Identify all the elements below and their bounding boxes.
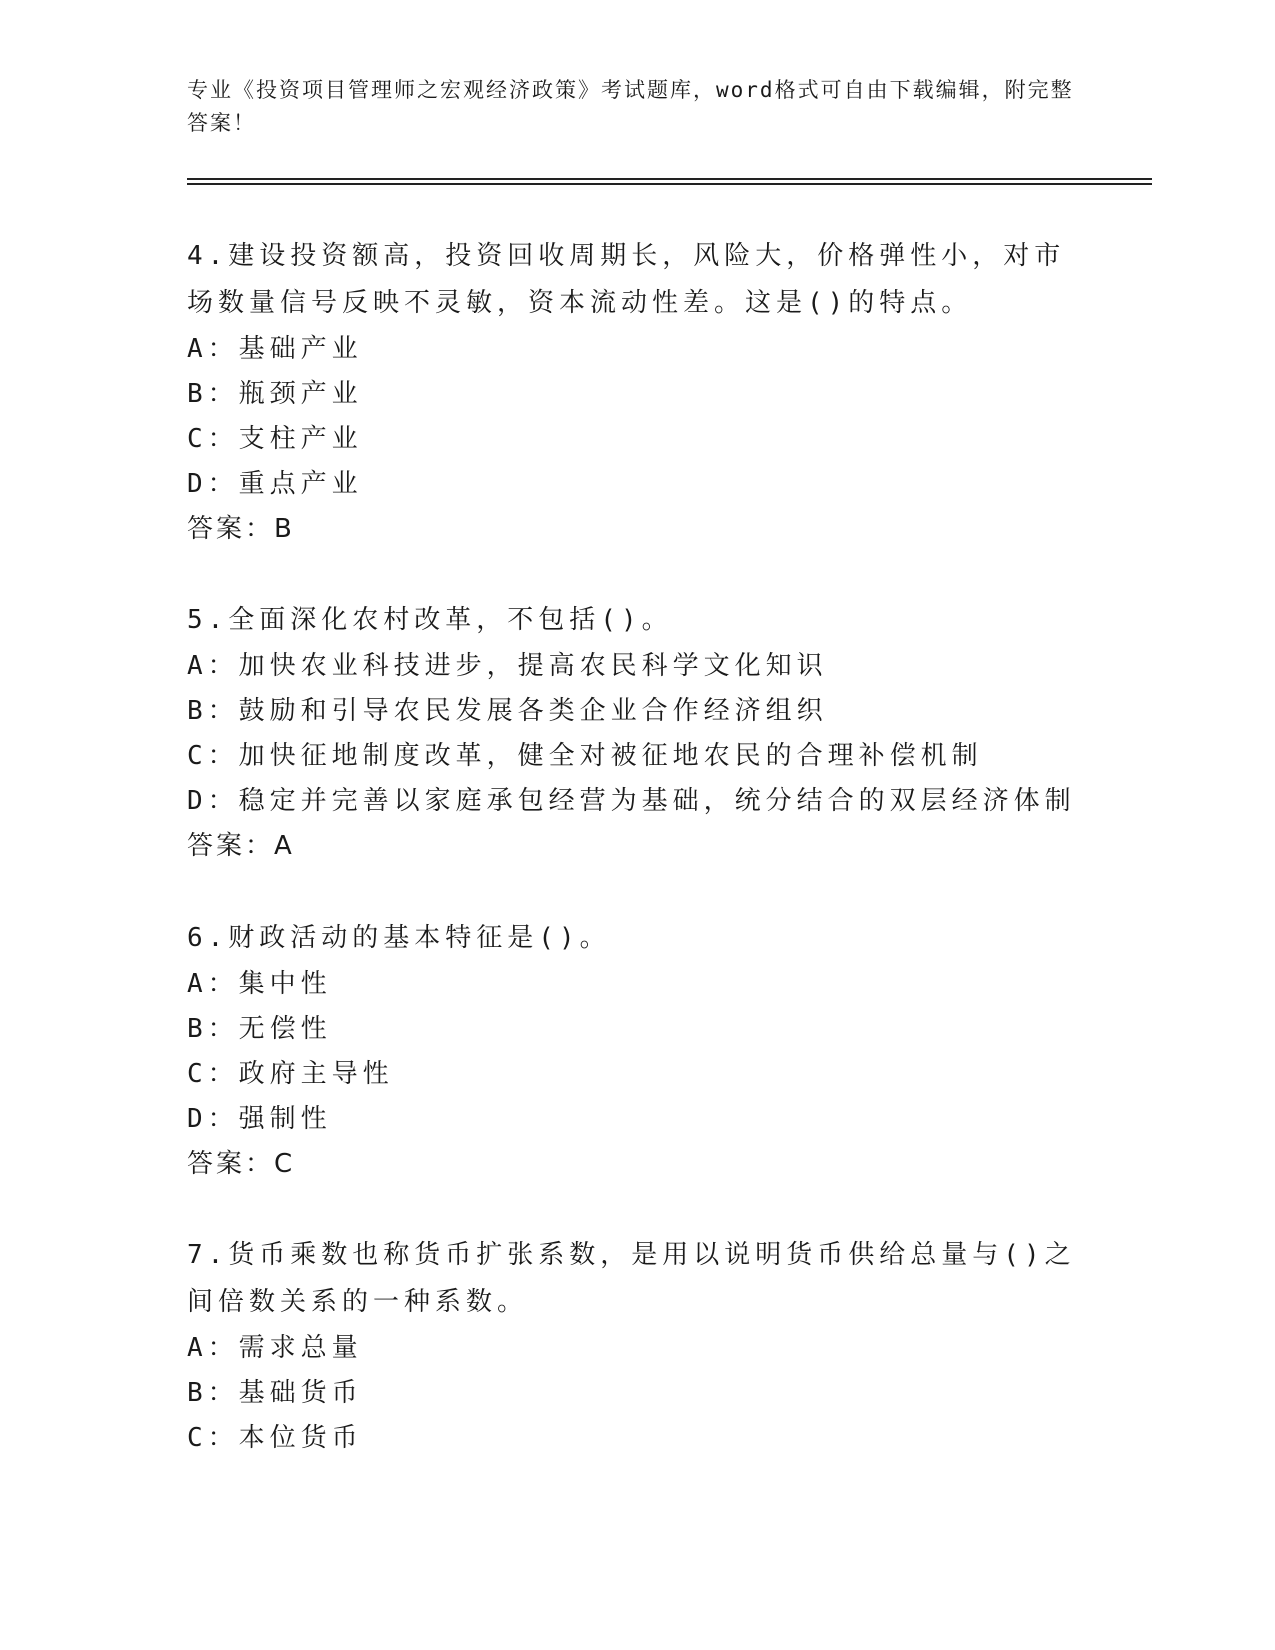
question-stem: 7.货币乘数也称货币扩张系数，是用以说明货币供给总量与()之间倍数关系的一种系数。 <box>187 1240 1076 1317</box>
header-divider-bottom <box>187 183 1152 185</box>
question-7 <box>187 1232 1087 1461</box>
option-d: D：重点产业 <box>187 469 363 499</box>
header-divider-top <box>187 178 1152 180</box>
option-b: B：瓶颈产业 <box>187 379 363 409</box>
option-a: A：加快农业科技进步，提高农民科学文化知识 <box>187 651 828 681</box>
answer: 答案：A <box>187 831 295 861</box>
question-stem: 6.财政活动的基本特征是()。 <box>187 923 611 953</box>
answer: 答案：C <box>187 1149 296 1179</box>
question-4 <box>187 233 1087 552</box>
question-6 <box>187 915 1087 1187</box>
option-b: B：基础货币 <box>187 1378 363 1408</box>
option-c: C：加快征地制度改革，健全对被征地农民的合理补偿机制 <box>187 741 983 771</box>
option-a: A：需求总量 <box>187 1333 363 1363</box>
option-b: B：鼓励和引导农民发展各类企业合作经济组织 <box>187 696 828 726</box>
question-stem: 5.全面深化农村改革，不包括()。 <box>187 605 673 635</box>
option-a: A：集中性 <box>187 969 332 999</box>
option-c: C：本位货币 <box>187 1423 363 1453</box>
option-a: A：基础产业 <box>187 334 363 364</box>
document-header: 专业《投资项目管理师之宏观经济政策》考试题库，word格式可自由下载编辑，附完整答案！ <box>187 78 1074 135</box>
option-c: C：政府主导性 <box>187 1059 394 1089</box>
option-d: D：强制性 <box>187 1104 332 1134</box>
question-stem: 4.建设投资额高，投资回收周期长，风险大，价格弹性小，对市场数量信号反映不灵敏，资本流动性差。这是()的特点。 <box>187 241 1066 318</box>
question-5 <box>187 597 1087 869</box>
answer: 答案：B <box>187 514 295 544</box>
option-b: B：无偿性 <box>187 1014 332 1044</box>
option-d: D：稳定并完善以家庭承包经营为基础，统分结合的双层经济体制 <box>187 786 1076 816</box>
option-c: C：支柱产业 <box>187 424 363 454</box>
